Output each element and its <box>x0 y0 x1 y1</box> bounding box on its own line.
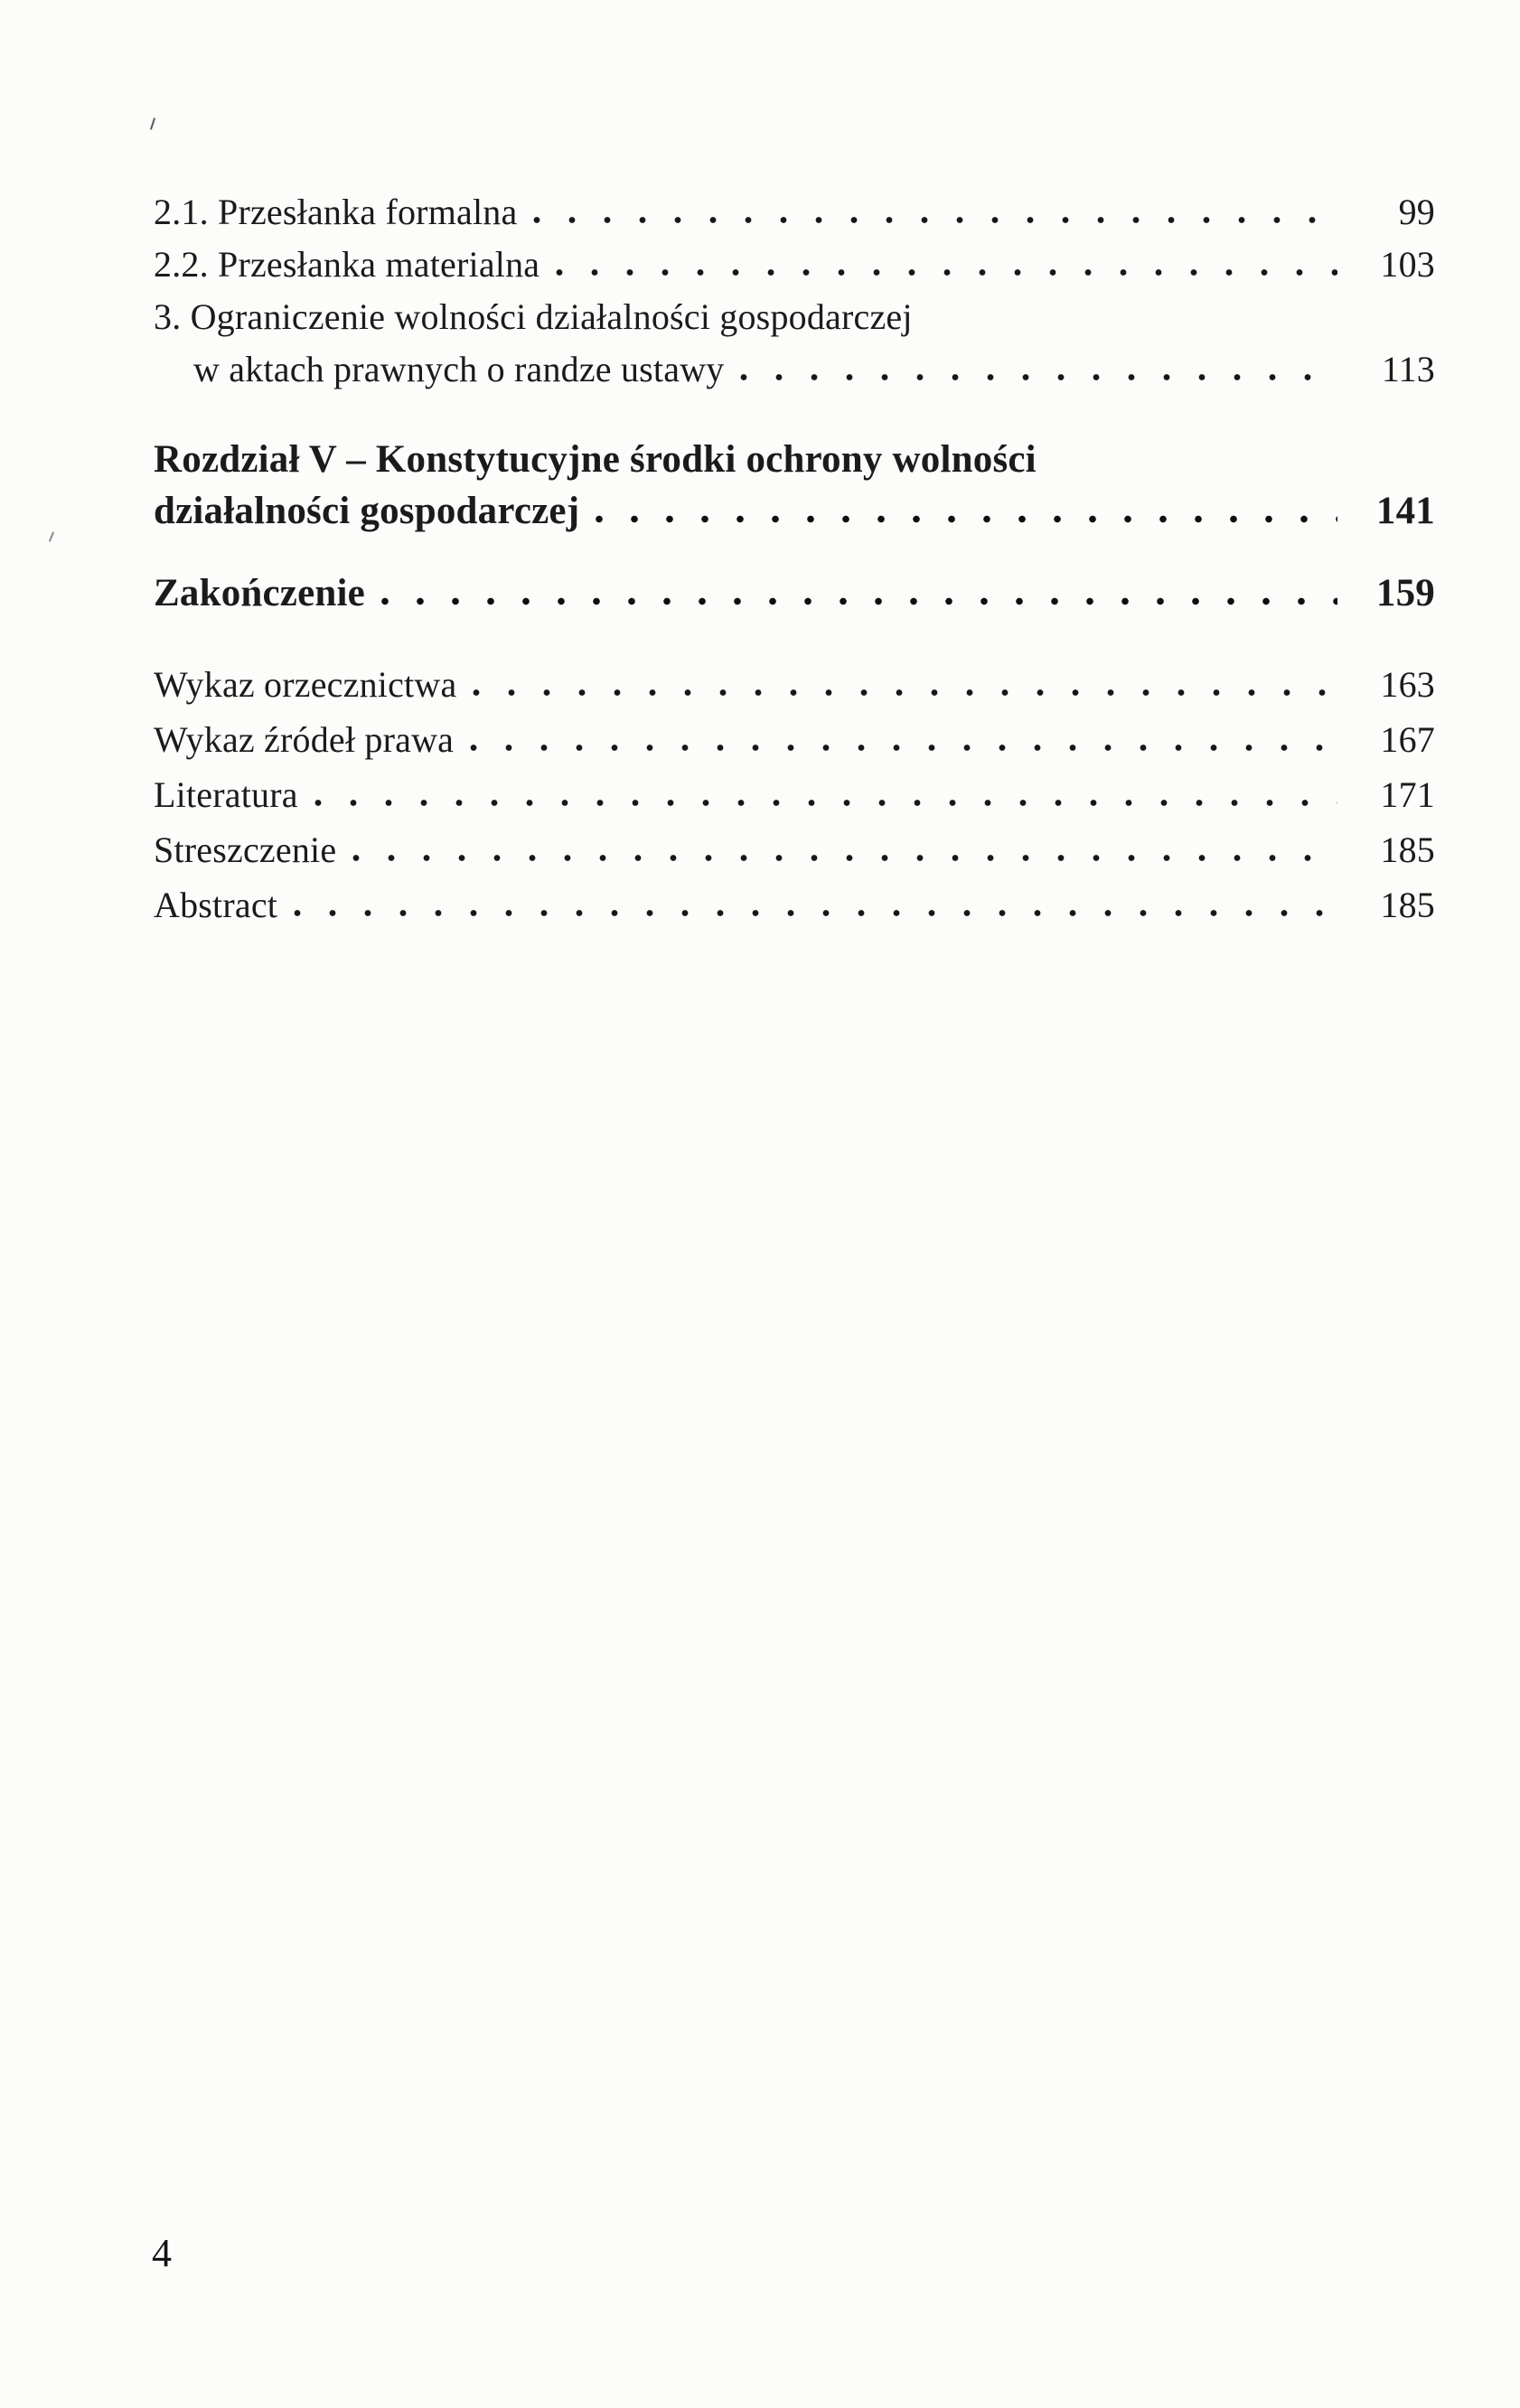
toc-entry-label: Zakończenie <box>154 572 365 614</box>
toc-page-number: 167 <box>1380 719 1435 760</box>
toc-entry-label: 2.2. Przesłanka materialna <box>154 244 540 285</box>
toc-entry-line1: Rozdział V – Konstytucyjne środki ochrony wolności <box>154 438 1037 481</box>
dot-leader <box>314 799 1337 807</box>
toc-entry <box>154 767 1435 822</box>
toc-page-number: 99 <box>1398 192 1435 232</box>
dot-leader <box>596 515 1337 523</box>
toc-entry-label: Wykaz źródeł prawa <box>154 719 455 760</box>
toc-entry-label: w aktach prawnych o randze ustawy <box>193 349 725 389</box>
dot-leader <box>381 597 1337 605</box>
dot-leader <box>473 689 1337 697</box>
scan-artifact <box>150 117 155 130</box>
toc-page <box>154 186 1435 932</box>
toc-page-number: 113 <box>1381 349 1435 389</box>
toc-page-number: 185 <box>1380 829 1435 870</box>
toc-page-number: 185 <box>1380 885 1435 925</box>
dot-leader <box>556 268 1337 276</box>
toc-page-number: 171 <box>1380 774 1435 815</box>
toc-entry <box>154 657 1435 712</box>
toc-page-number: 163 <box>1380 664 1435 705</box>
toc-entry-label: Streszczenie <box>154 829 337 870</box>
toc-entry <box>154 186 1435 239</box>
toc-entry <box>154 822 1435 877</box>
toc-entry-label: działalności gospodarczej <box>154 490 580 532</box>
toc-entry <box>154 712 1435 767</box>
scan-artifact <box>49 531 54 542</box>
page-folio-number: 4 <box>152 2231 172 2275</box>
toc-chapter-entry <box>154 434 1435 537</box>
toc-entry-label: Literatura <box>154 774 298 815</box>
dot-leader <box>470 744 1337 752</box>
toc-entry-label: 2.1. Przesłanka formalna <box>154 192 518 232</box>
dot-leader <box>740 373 1337 381</box>
toc-entry-label: Abstract <box>154 885 278 925</box>
toc-page-number: 103 <box>1380 244 1435 285</box>
toc-entry-label: Wykaz orzecznictwa <box>154 664 457 705</box>
toc-entry <box>154 877 1435 932</box>
toc-entry-line1: 3. Ograniczenie wolności działalności gospodarczej <box>154 296 913 337</box>
toc-page-number: 159 <box>1375 572 1435 614</box>
dot-leader <box>294 909 1337 917</box>
dot-leader <box>352 854 1337 862</box>
dot-leader <box>533 216 1337 224</box>
toc-entry <box>154 239 1435 291</box>
toc-entry <box>154 291 1435 396</box>
toc-chapter-entry <box>154 567 1435 619</box>
toc-page-number: 141 <box>1375 490 1435 532</box>
